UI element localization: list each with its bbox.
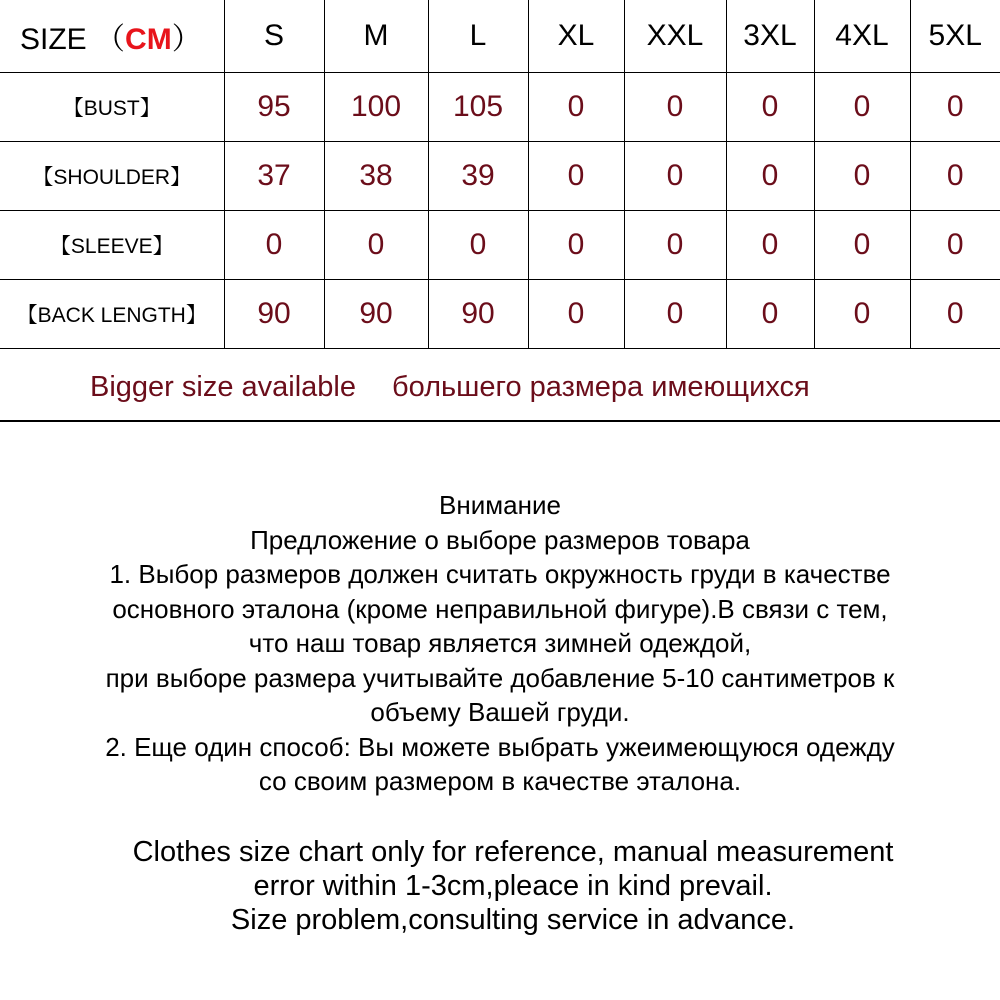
row-label: 【SLEEVE】 (0, 211, 224, 280)
table-cell: 0 (814, 142, 910, 211)
table-cell: 0 (528, 211, 624, 280)
table-cell: 0 (814, 280, 910, 349)
table-cell: 0 (910, 142, 1000, 211)
row-label: 【BACK LENGTH】 (0, 280, 224, 349)
notice-line: при выборе размера учитывайте добавление 5-10 сантиметров к (105, 662, 895, 693)
table-cell: 0 (624, 211, 726, 280)
table-cell: 0 (814, 211, 910, 280)
size-column-header: L (428, 0, 528, 73)
size-column-header: XL (528, 0, 624, 73)
table-row-sleeve (0, 211, 1000, 280)
disclaimer-line: Size problem,consulting service in advance. (230, 904, 796, 936)
table-cell: 0 (528, 280, 624, 349)
table-cell: 0 (910, 280, 1000, 349)
disclaimer-line: Clothes size chart only for reference, manual measurement (132, 836, 894, 868)
table-cell: 39 (428, 142, 528, 211)
table-cell: 0 (814, 73, 910, 142)
notice-line: со своим размером в качестве эталона. (258, 766, 742, 796)
table-cell: 37 (224, 142, 324, 211)
table-cell: 95 (224, 73, 324, 142)
table-cell: 90 (428, 280, 528, 349)
notice-line: основного эталона (кроме неправильной фигуре).В связи с тем, (112, 593, 888, 624)
size-unit-header (0, 0, 224, 73)
size-column-header: XXL (624, 0, 726, 73)
notice-line: 2. Еще один способ: Вы можете выбрать ужеимеющуюся одежду (105, 731, 895, 762)
bigger-size-text-en: Bigger size available (90, 370, 356, 403)
bigger-size-row (0, 354, 1000, 422)
table-cell: 100 (324, 73, 428, 142)
table-cell: 0 (224, 211, 324, 280)
table-cell: 90 (224, 280, 324, 349)
unit-close-paren: ） (171, 23, 202, 56)
table-cell: 105 (428, 73, 528, 142)
table-cell: 0 (726, 211, 814, 280)
size-label: SIZE (20, 23, 87, 56)
header-row (0, 0, 1000, 73)
table-cell: 0 (910, 211, 1000, 280)
bigger-size-text-ru: большего размера имеющихся (391, 370, 810, 403)
size-advice-notice (0, 488, 1000, 799)
unit-open-paren: （ (95, 23, 126, 56)
table-cell: 0 (726, 280, 814, 349)
notice-line: объему Вашей груди. (370, 697, 630, 727)
table-cell: 0 (624, 73, 726, 142)
table-cell: 0 (726, 142, 814, 211)
size-chart-table (0, 0, 1000, 349)
notice-line: 1. Выбор размеров должен считать окружность груди в качестве (109, 559, 891, 589)
unit-label: CM (125, 23, 172, 56)
row-label: 【BUST】 (0, 73, 224, 142)
table-cell: 0 (624, 142, 726, 211)
table-row-shoulder (0, 142, 1000, 211)
table-cell: 0 (910, 73, 1000, 142)
size-column-header: 4XL (814, 0, 910, 73)
table-row-back-length (0, 280, 1000, 349)
table-cell: 0 (528, 142, 624, 211)
size-column-header: S (224, 0, 324, 73)
table-cell: 0 (528, 73, 624, 142)
size-column-header: 5XL (910, 0, 1000, 73)
table-cell: 0 (324, 211, 428, 280)
row-label: 【SHOULDER】 (0, 142, 224, 211)
notice-line: Предложение о выборе размеров товара (250, 524, 750, 555)
disclaimer-line: error within 1-3cm,pleace in kind prevail. (253, 870, 773, 902)
table-cell: 0 (428, 211, 528, 280)
table-cell: 0 (726, 73, 814, 142)
size-column-header: 3XL (726, 0, 814, 73)
table-cell: 0 (624, 280, 726, 349)
notice-line: что наш товар является зимней одеждой, (248, 628, 752, 658)
table-cell: 38 (324, 142, 428, 211)
reference-disclaimer (0, 835, 1000, 937)
table-row-bust (0, 73, 1000, 142)
notice-title: Внимание (439, 490, 561, 520)
size-column-header: M (324, 0, 428, 73)
table-cell: 90 (324, 280, 428, 349)
